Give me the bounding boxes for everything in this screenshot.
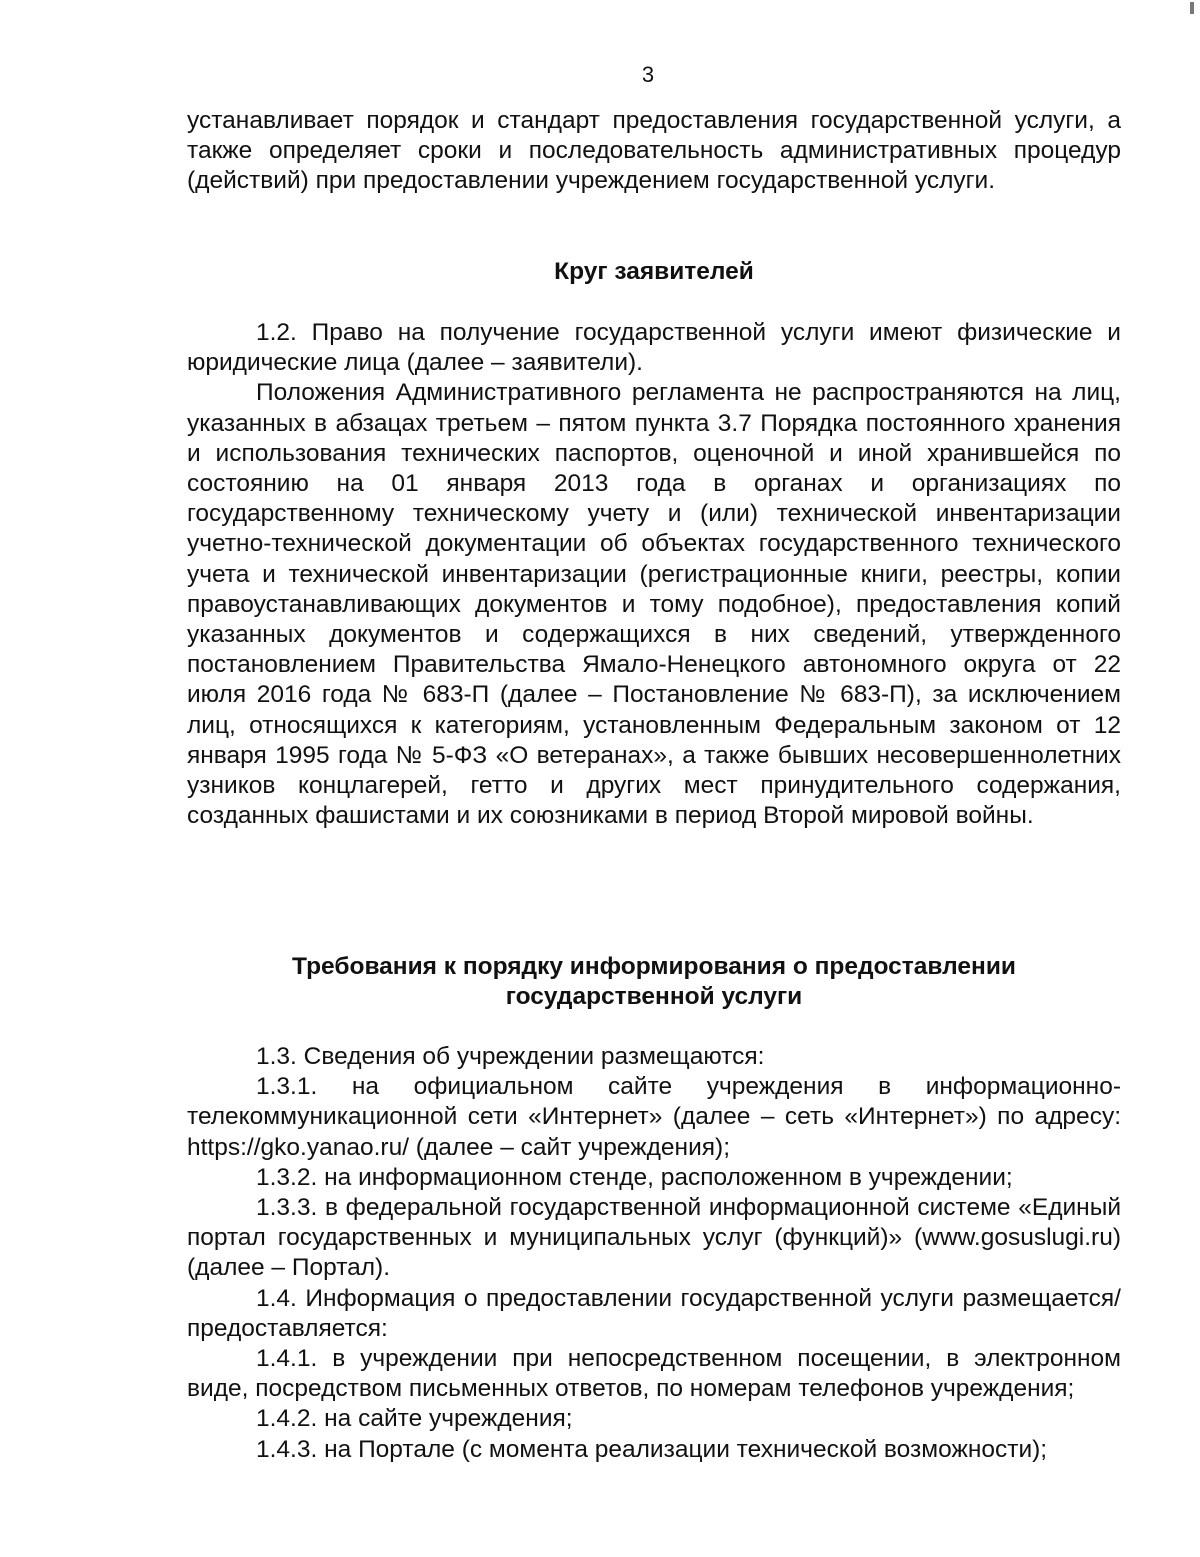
intro-paragraph: устанавливает порядок и стандарт предоставления государственной услуги, а также определяет сроки и последовательность административных процедур (действий) при предоставлении учреждением государственной услуги.	[187, 107, 1121, 195]
paragraph-1-4-3: 1.4.3. на Портале (с момента реализации технической возможности);	[256, 1435, 1048, 1463]
heading-line-1: Требования к порядку информирования о предоставлении	[292, 953, 1016, 980]
paragraph-regulation-scope: Положения Административного регламента не распространяются на лиц, указанных в абзацах третьем – пятом пункта 3.7 Порядка постоянного хранения и использования технических паспортов, оценочной и иной хранившейся по состоянию на 01 января 2013 года в органах и организациях по государственному техническому учету и (или) технической инвентаризации учетно-технической документации об объектах государственного технического учета и технической инвентаризации (регистрационные книги, реестры, копии правоустанавливающих документов и тому подобное), предоставления копий указанных документов и содержащихся в них сведений, утвержденного постановлением Правительства Ямало-Ненецкого автономного округа от 22 июля 2016 года № 683-П (далее – Постановление № 683-П), за исключением лиц, относящихся к категориям, установленным Федеральным законом от 12 января 1995 года № 5-ФЗ «О ветеранах», а также бывших несовершеннолетних узников концлагерей, гетто и других мест принудительного содержания, созданных фашистами и их союзниками в период Второй мировой войны.	[187, 379, 1121, 830]
paragraph-1-2: 1.2. Право на получение государственной услуги имеют физические и юридические лица (далее – заявители).	[187, 319, 1121, 377]
paragraph-1-4: 1.4. Информация о предоставлении государственной услуги размещается/предоставляется:	[187, 1284, 1121, 1342]
applicants-block	[187, 318, 1121, 831]
section-heading-information	[187, 952, 1121, 1012]
heading-line-2: государственной услуги	[505, 983, 803, 1011]
paragraph-1-3-2: 1.3.2. на информационном стенде, расположенном в учреждении;	[256, 1163, 1013, 1191]
information-block	[187, 1042, 1121, 1465]
paragraph-1-4-1: 1.4.1. в учреждении при непосредственном посещении, в электронном виде, посредством письменных ответов, по номерам телефонов учреждения;	[187, 1345, 1121, 1403]
section-heading-applicants: Круг заявителей	[554, 258, 754, 285]
paragraph-1-4-2: 1.4.2. на сайте учреждения;	[256, 1405, 573, 1433]
paragraph-1-3-3: 1.3.3. в федеральной государственной информационной системе «Единый портал государственных и муниципальных услуг (функций)» (www.gosuslugi.ru) (далее – Портал).	[187, 1194, 1121, 1282]
intro-block	[187, 106, 1121, 197]
paragraph-1-3-1: 1.3.1. на официальном сайте учреждения в информационно-телекоммуникационной сети «Интернет» (далее – сеть «Интернет») по адресу: https://gko.yanao.ru/ (далее – сайт учреждения);	[187, 1073, 1121, 1161]
paragraph-1-3: 1.3. Сведения об учреждении размещаются:	[256, 1043, 765, 1070]
page-number: 3	[641, 62, 655, 87]
scan-artifact	[1190, 2, 1194, 14]
